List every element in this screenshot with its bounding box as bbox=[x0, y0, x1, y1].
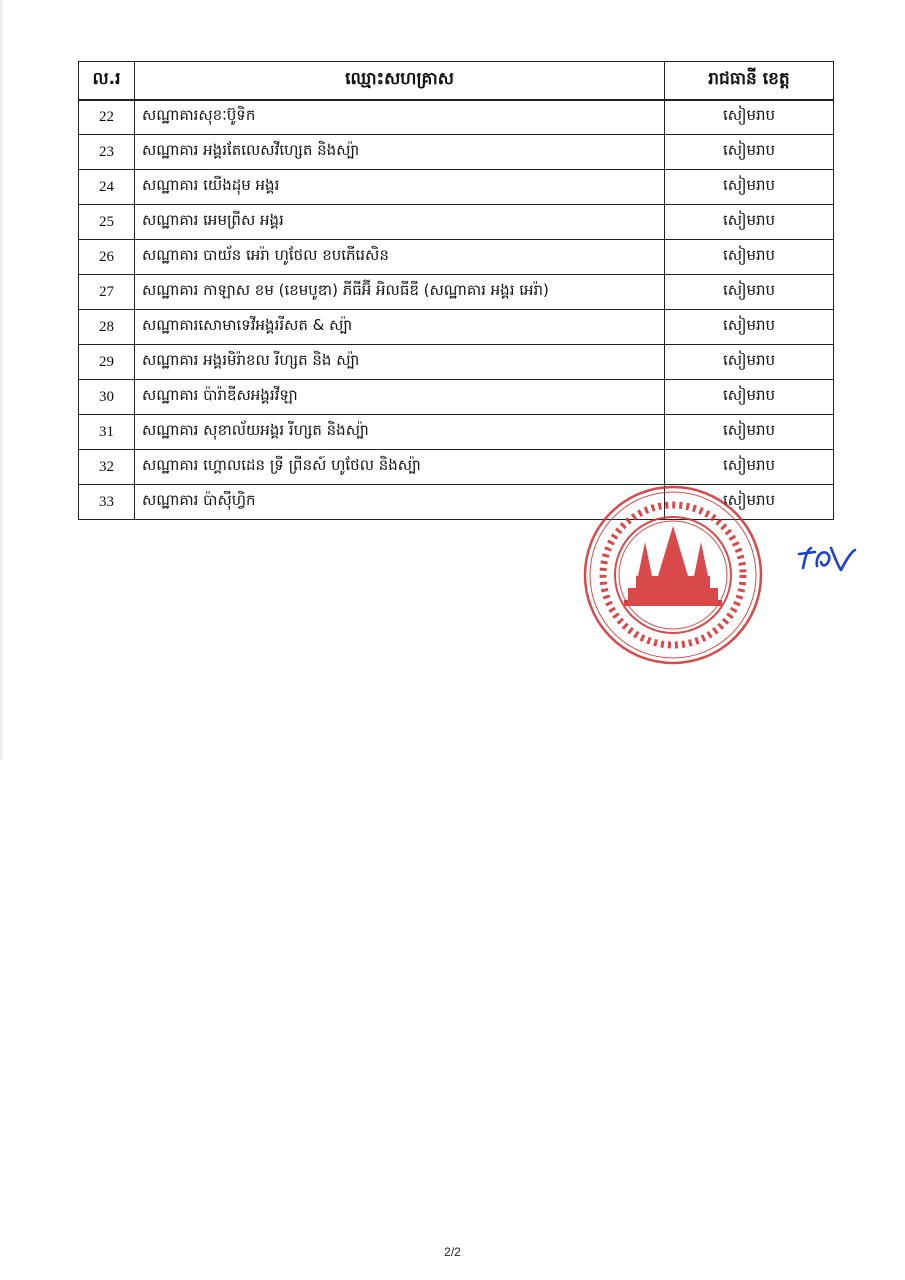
province-name: សៀមរាប bbox=[665, 205, 834, 240]
enterprise-name: សណ្ឋាគារ ហ្គោលដេន ទ្រី ព្រីនស៍ ហូថែល និងស្ប៉ា bbox=[135, 450, 665, 485]
row-number: 32 bbox=[79, 450, 135, 485]
enterprise-name: សណ្ឋាគារ យើងដុម អង្គរ bbox=[135, 170, 665, 205]
header-no: ល.រ bbox=[79, 62, 135, 100]
province-name: សៀមរាប bbox=[665, 485, 834, 520]
row-number: 28 bbox=[79, 310, 135, 345]
table-row bbox=[79, 450, 834, 485]
province-name: សៀមរាប bbox=[665, 310, 834, 345]
enterprise-name: សណ្ឋាគារ អេមព្រីស អង្គរ bbox=[135, 205, 665, 240]
enterprise-name: សណ្ឋាគារ ប៉ារ៉ាឌីសអង្គរវីឡា bbox=[135, 380, 665, 415]
row-number: 30 bbox=[79, 380, 135, 415]
row-number: 29 bbox=[79, 345, 135, 380]
row-number: 22 bbox=[79, 100, 135, 135]
row-number: 33 bbox=[79, 485, 135, 520]
header-enterprise-name: ឈ្មោះសហគ្រាស bbox=[135, 62, 665, 100]
table-row bbox=[79, 205, 834, 240]
table-row bbox=[79, 240, 834, 275]
table-row bbox=[79, 380, 834, 415]
enterprise-name: សណ្ឋាគារ ប៉ាស៊ីហ្វិក bbox=[135, 485, 665, 520]
enterprise-name: សណ្ឋាគារ បាយ័ន អេរ៉ា ហូថែល ខបភើរេសិន bbox=[135, 240, 665, 275]
enterprise-name: សណ្ឋាគារ កាឡាស ខម (ខេមបូឌា) ភីធីអ៊ី អិលធីឌី (សណ្ឋាគារ អង្គរ អេរ៉ា) bbox=[135, 275, 665, 310]
row-number: 25 bbox=[79, 205, 135, 240]
page-edge-shadow bbox=[0, 0, 4, 760]
province-name: សៀមរាប bbox=[665, 450, 834, 485]
table-row bbox=[79, 275, 834, 310]
table-row bbox=[79, 345, 834, 380]
province-name: សៀមរាប bbox=[665, 170, 834, 205]
enterprise-name: សណ្ឋាគារ អង្គរតែលេសវីហ្សេត និងស្ប៉ា bbox=[135, 135, 665, 170]
row-number: 31 bbox=[79, 415, 135, 450]
province-name: សៀមរាប bbox=[665, 415, 834, 450]
row-number: 23 bbox=[79, 135, 135, 170]
province-name: សៀមរាប bbox=[665, 135, 834, 170]
province-name: សៀមរាប bbox=[665, 240, 834, 275]
enterprise-name: សណ្ឋាគារសោមាទេវីអង្គររីសត & ស្ប៉ា bbox=[135, 310, 665, 345]
table-row bbox=[79, 100, 834, 135]
table-row bbox=[79, 415, 834, 450]
row-number: 26 bbox=[79, 240, 135, 275]
province-name: សៀមរាប bbox=[665, 345, 834, 380]
row-number: 27 bbox=[79, 275, 135, 310]
hotel-list-table bbox=[78, 61, 834, 520]
province-name: សៀមរាប bbox=[665, 380, 834, 415]
enterprise-name: សណ្ឋាគារ អង្គរមិរ៉ាខល រីហ្សត និង ស្ប៉ា bbox=[135, 345, 665, 380]
handwritten-signature-icon bbox=[795, 540, 857, 580]
table-row bbox=[79, 170, 834, 205]
province-name: សៀមរាប bbox=[665, 100, 834, 135]
table-row bbox=[79, 485, 834, 520]
header-province: រាជធានី ខេត្ត bbox=[665, 62, 834, 100]
row-number: 24 bbox=[79, 170, 135, 205]
table-row bbox=[79, 310, 834, 345]
province-name: សៀមរាប bbox=[665, 275, 834, 310]
page-number: 2/2 bbox=[444, 1245, 461, 1259]
enterprise-name: សណ្ឋាគារសុខៈប៊ូទិក bbox=[135, 100, 665, 135]
table-row bbox=[79, 135, 834, 170]
enterprise-name: សណ្ឋាគារ សុខាល័យអង្គរ រីហ្សត និងស្ប៉ា bbox=[135, 415, 665, 450]
table-header-row bbox=[79, 62, 834, 100]
